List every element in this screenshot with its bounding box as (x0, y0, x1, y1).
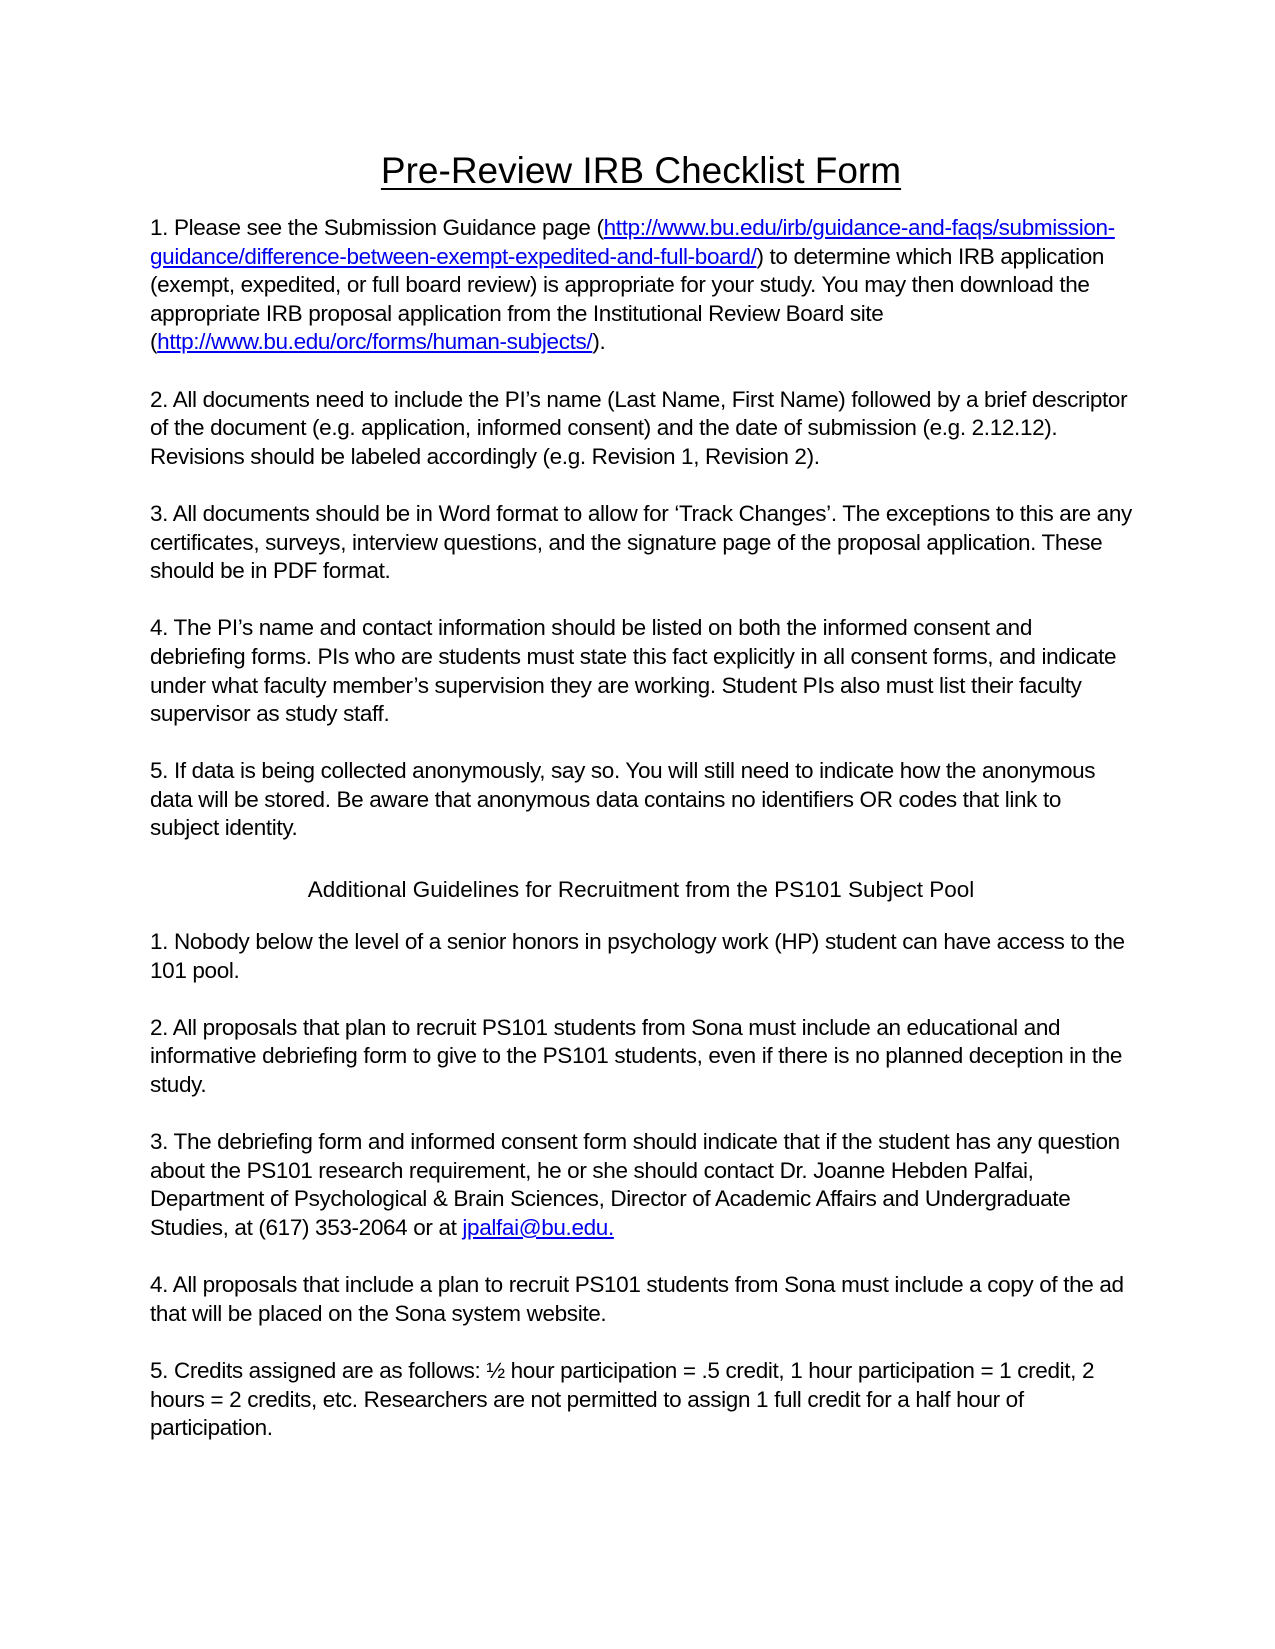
item-1-text-after: ). (592, 329, 606, 355)
guideline-item-4: 4. All proposals that include a plan to recruit PS101 students from Sona must include a copy of the ad that will be placed on the Sona system website. (150, 1272, 1124, 1326)
guideline-item-2: 2. All proposals that plan to recruit PS101 students from Sona must include an educational and informative debriefing form to give to the PS101 students, even if there is no planned deception in the study. (150, 1014, 1123, 1097)
guideline-item-1: 1. Nobody below the level of a senior honors in psychology work (HP) student can have access to the 101 pool. (150, 929, 1125, 983)
checklist-item-2: 2. All documents need to include the PI’s name (Last Name, First Name) followed by a brief descriptor of the document (e.g. application, informed consent) and the date of submission (e.g. 2.12.12). Revisions should be labeled accordingly (e.g. Revision 1, Revision 2). (150, 386, 1128, 469)
page-title: Pre-Review IRB Checklist Form (380, 150, 902, 191)
human-subjects-forms-link[interactable]: http://www.bu.edu/orc/forms/human-subjects/ (157, 329, 593, 355)
guideline-3-text: 3. The debriefing form and informed consent form should indicate that if the student has any question about the PS101 research requirement, he or she should contact Dr. Joanne Hebden Palfai, Department of Psychological & Brain Sciences, Director of Academic Affairs and Undergraduate Studies, at (617) 353-2064 or at (150, 1129, 1120, 1240)
item-1-text-before: 1. Please see the Submission Guidance page ( (150, 215, 604, 240)
checklist-item-3: 3. All documents should be in Word format to allow for ‘Track Changes’. The exceptions to this are any certificates, surveys, interview questions, and the signature page of the proposal application. These should be in PDF format. (150, 500, 1132, 584)
guidelines-section (150, 928, 1132, 1471)
checklist-item-1 (150, 214, 1132, 357)
additional-guidelines-heading: Additional Guidelines for Recruitment from the PS101 Subject Pool (307, 877, 975, 902)
guideline-item-5: 5. Credits assigned are as follows: ½ hour participation = .5 credit, 1 hour participation = 1 credit, 2 hours = 2 credits, etc. Researchers are not permitted to assign 1 full credit for a half hour of participation. (150, 1357, 1095, 1441)
submission-guidance-link[interactable]: http://www.bu.edu/irb/guidance-and-faqs/submission-guidance/difference-between-exempt-expedited-and-full-board/ (150, 215, 1115, 269)
checklist-section (150, 214, 1132, 872)
item-1-text-middle: ) to determine which IRB application (exempt, expedited, or full board review) is appropriate for your study. You may then download the appropriate IRB proposal application from the Institutional Review Board site ( (150, 243, 1105, 355)
checklist-item-5: 5. If data is being collected anonymously, say so. You will still need to indicate how the anonymous data will be stored. Be aware that anonymous data contains no identifiers OR codes that link to subject identity. (150, 758, 1096, 841)
checklist-item-4: 4. The PI’s name and contact information should be listed on both the informed consent and debriefing forms. PIs who are students must state this fact explicitly in all consent forms, and indicate under what faculty member’s supervision they are working. Student PIs also must list their faculty supervisor as study staff. (150, 615, 1117, 727)
guideline-item-3 (150, 1128, 1132, 1242)
email-link[interactable]: jpalfai@bu.edu. (462, 1214, 614, 1240)
